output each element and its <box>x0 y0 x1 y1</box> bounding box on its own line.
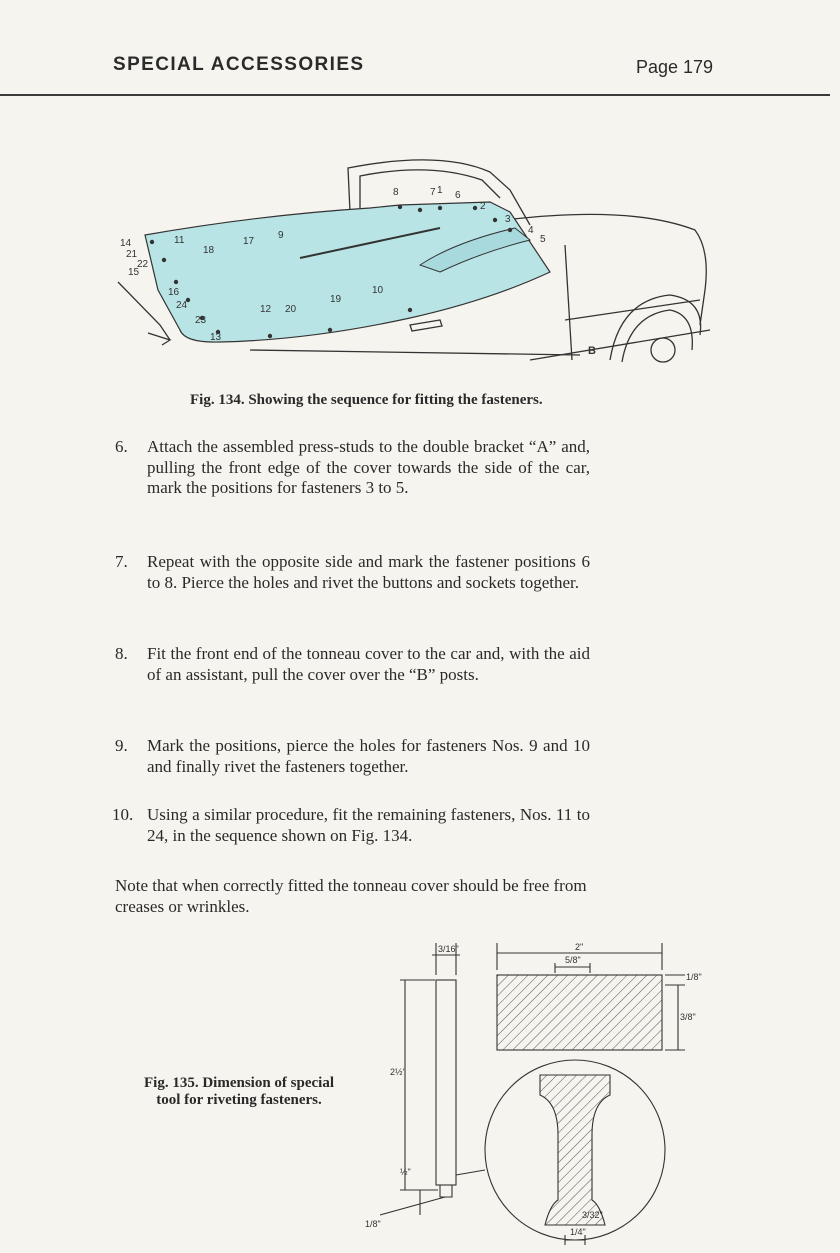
svg-text:24: 24 <box>176 300 188 311</box>
instruction-text: Mark the positions, pierce the holes for fasteners Nos. 9 and 10 and finally rivet the fasteners together. <box>147 736 590 776</box>
dim-cup-width: 1/4" <box>570 1227 586 1237</box>
dim-tip-length: ½" <box>400 1167 411 1177</box>
svg-text:17: 17 <box>243 236 255 247</box>
instruction-text: Using a similar procedure, fit the remaining fasteners, Nos. 11 to 24, in the sequence shown on Fig. 134. <box>147 805 590 845</box>
svg-text:10: 10 <box>372 285 384 296</box>
instruction-number: 8. <box>115 644 128 663</box>
dim-head-width: 2" <box>575 942 584 952</box>
svg-text:19: 19 <box>330 294 342 305</box>
instruction-text: Attach the assembled press-studs to the double bracket “A” and, pulling the front edge of the cover towards the side of the car, mark the positions for fasteners 3 to 5. <box>147 437 590 497</box>
figure-135-caption-line: tool for riveting fasteners. <box>156 1092 322 1108</box>
svg-text:5: 5 <box>540 234 546 245</box>
svg-text:21: 21 <box>126 249 138 260</box>
svg-text:23: 23 <box>195 315 207 326</box>
svg-text:18: 18 <box>203 245 215 256</box>
svg-text:6: 6 <box>455 190 461 201</box>
dim-head-recess: 5/8" <box>565 955 581 965</box>
svg-text:3: 3 <box>505 214 511 225</box>
svg-text:11: 11 <box>174 235 185 246</box>
dim-head-height: 3/8" <box>680 1012 696 1022</box>
dim-tip: 1/8" <box>365 1219 381 1229</box>
dim-shaft-width: 3/16" <box>438 944 459 954</box>
svg-text:9: 9 <box>278 230 284 241</box>
dim-cup-radius: 3/32" <box>582 1210 603 1220</box>
instruction-item <box>115 437 590 499</box>
figure-134-caption: Fig. 134. Showing the sequence for fitting the fasteners. <box>190 392 543 408</box>
figure-135-caption-line: Fig. 135. Dimension of special <box>144 1075 334 1091</box>
svg-text:14: 14 <box>120 238 132 249</box>
instruction-item <box>112 805 590 846</box>
svg-text:B: B <box>588 345 596 357</box>
svg-text:16: 16 <box>168 287 180 298</box>
instruction-item <box>115 552 590 593</box>
svg-text:7: 7 <box>430 187 436 198</box>
instruction-text: Fit the front end of the tonneau cover to the car and, with the aid of an assistant, pull the cover over the “B” posts. <box>147 644 590 684</box>
svg-text:20: 20 <box>285 304 297 315</box>
instruction-item <box>115 644 590 685</box>
instruction-item <box>115 736 590 777</box>
page-number: Page 179 <box>636 57 714 77</box>
note-paragraph: Note that when correctly fitted the tonneau cover should be free from creases or wrinkles. <box>115 876 587 916</box>
instruction-number: 9. <box>115 736 128 755</box>
svg-text:2: 2 <box>480 201 486 212</box>
figure-135-tool-diagram <box>360 935 710 1245</box>
svg-text:12: 12 <box>260 304 272 315</box>
svg-text:4: 4 <box>528 225 534 236</box>
instruction-number: 10. <box>112 805 134 824</box>
svg-text:13: 13 <box>210 332 222 343</box>
figure-135-caption <box>115 1075 363 1109</box>
dim-head-depth: 1/8" <box>686 972 702 982</box>
section-title: SPECIAL ACCESSORIES <box>113 54 365 75</box>
svg-text:8: 8 <box>393 187 399 198</box>
svg-text:15: 15 <box>128 267 140 278</box>
instruction-text: Repeat with the opposite side and mark the fastener positions 6 to 8. Pierce the holes and rivet the buttons and sockets together. <box>147 552 590 592</box>
header-divider <box>0 94 830 96</box>
instruction-number: 7. <box>115 552 128 571</box>
svg-text:1: 1 <box>437 185 443 196</box>
instruction-number: 6. <box>115 437 128 456</box>
svg-text:22: 22 <box>137 259 149 270</box>
dim-length: 2½" <box>390 1067 406 1077</box>
figure-134-tonneau-cover-diagram <box>110 150 730 370</box>
